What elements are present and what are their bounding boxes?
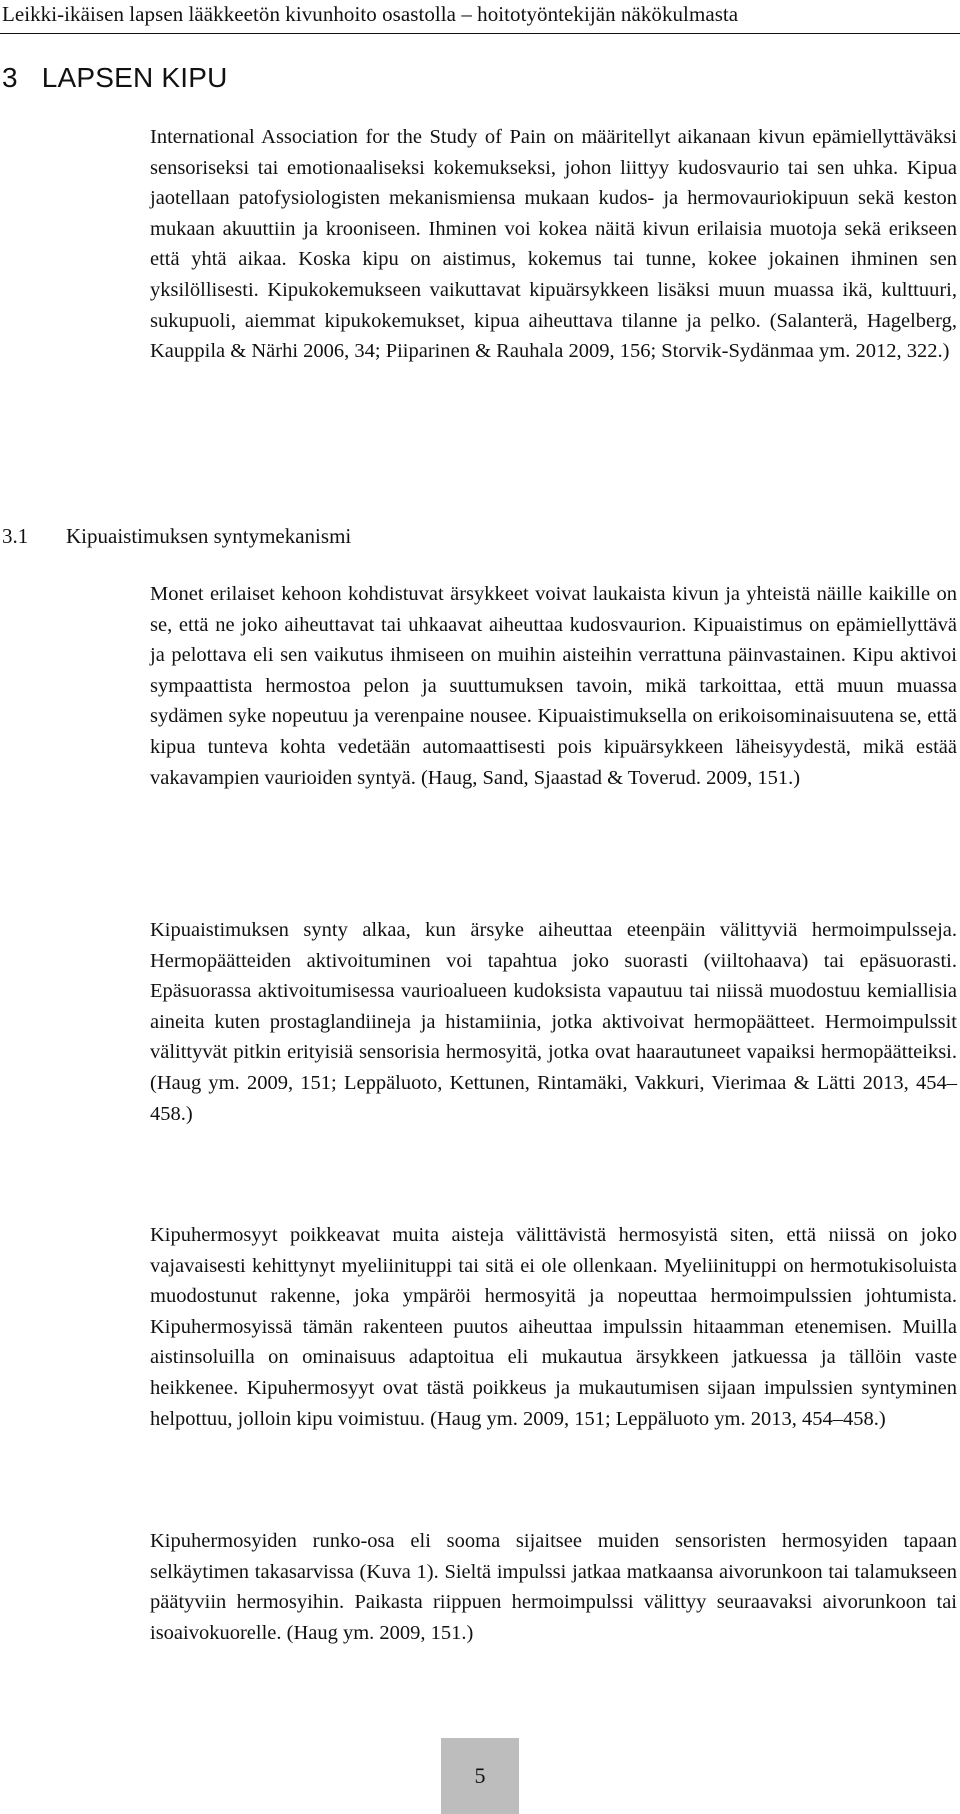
body-paragraph: Monet erilaiset kehoon kohdistuvat ärsykkeet voivat laukaista kivun ja yhteistä näille kaikille on se, että ne joko aiheuttavat tai uhkaavat aiheuttaa kudosvaurion. Kipuaistimus on epämiellyttävä ja pelottava eli sen vaikutus ihmiseen on muihin aisteihin verrattuna päinvastainen. Kipu aktivoi sympaattista hermostoa pelon ja suuttumuksen tavoin, mikä tarkoittaa, että muun muassa sydämen syke nopeutuu ja verenpaine nousee. Kipuaistimuksella on erikoisominaisuutena se, että kipua tunteva kohta vedetään automaattisesti pois kipuärsykkeen läheisyydestä, mikä estää vakavampien vaurioiden syntyä. (Haug, Sand, Sjaastad & Toverud. 2009, 151.) bbox=[150, 583, 957, 789]
body-paragraph: Kipuaistimuksen synty alkaa, kun ärsyke aiheuttaa eteenpäin välittyviä hermoimpulsseja. Hermopäätteiden aktivoituminen voi tapahtua joko suorasti (viiltohaava) tai epäsuorasti. Epäsuorassa aktivoitumisessa vaurioalueen kudoksista vapautuu tai niissä muodostuu kemiallisia aineita kuten prostaglandiineja ja histamiinia, jotka aktivoivat hermopäätteet. Hermoimpulssit välittyvät pitkin erityisiä sensorisia hermosyitä, jotka ovat haarautuneet vapaiksi hermopäätteiksi. (Haug ym. 2009, 151; Leppäluoto, Kettunen, Rintamäki, Vakkuri, Vierimaa & Lätti 2013, 454–458.) bbox=[150, 919, 957, 1125]
running-header: Leikki-ikäisen lapsen lääkkeetön kivunhoito osastolla – hoitotyöntekijän näkökulmasta bbox=[0, 0, 960, 34]
section-title-text: Kipuaistimuksen syntymekanismi bbox=[66, 524, 352, 548]
section-title bbox=[2, 522, 351, 550]
chapter-title bbox=[2, 61, 228, 95]
section-number: 3.1 bbox=[2, 524, 29, 548]
chapter-title-text: LAPSEN KIPU bbox=[41, 62, 228, 93]
body-paragraph: Kipuhermosyiden runko-osa eli sooma sijaitsee muiden sensoristen hermosyiden tapaan selkäytimen takasarvissa (Kuva 1). Sieltä impulssi jatkaa matkaansa aivorunkoon tai talamukseen päätyviin hermosyihin. Paikasta riippuen hermoimpulssi välittyy seuraavaksi aivorunkoon tai isoaivokuorelle. (Haug ym. 2009, 151.) bbox=[150, 1530, 957, 1644]
page-number: 5 bbox=[441, 1738, 519, 1814]
chapter-number: 3 bbox=[2, 62, 18, 93]
body-paragraph: Kipuhermosyyt poikkeavat muita aisteja välittävistä hermosyistä siten, että niissä on joko vajavaisesti kehittynyt myeliinituppi tai sitä ei ole ollenkaan. Myeliinituppi on hermotukisoluista muodostunut rakenne, joka ympäröi hermosyitä ja nopeuttaa hermoimpulssien johtumista. Kipuhermosyissä tämän rakenteen puutos aiheuttaa impulssin hitaamman etenemisen. Muilla aistinsoluilla on ominaisuus adaptoitua eli mukautua ärsykkeen jatkuessa ja tällöin vaste heikkenee. Kipuhermosyyt ovat tästä poikkeus ja mukautumisen sijaan impulssien syntyminen helpottuu, jolloin kipu voimistuu. (Haug ym. 2009, 151; Leppäluoto ym. 2013, 454–458.) bbox=[150, 1224, 957, 1430]
body-paragraph: International Association for the Study of Pain on määritellyt aikanaan kivun epämiellyttäväksi sensoriseksi tai emotionaaliseksi kokemukseksi, johon liittyy kudosvaurio tai sen uhka. Kipua jaotellaan patofysiologisten mekanismiensa mukaan kudos- ja hermovauriokipuun sekä keston mukaan akuuttiin ja krooniseen. Ihminen voi kokea näitä kivun erilaisia muotoja sekä erikseen että yhtä aikaa. Koska kipu on aistimus, kokemus tai tunne, kokee jokainen ihminen sen yksilöllisesti. Kipukokemukseen vaikuttavat kipuärsykkeen lisäksi muun muassa ikä, kulttuuri, sukupuoli, aiemmat kipukokemukset, kipua aiheuttava tilanne ja pelko. (Salanterä, Hagelberg, Kauppila & Närhi 2006, 34; Piiparinen & Rauhala 2009, 156; Storvik-Sydänmaa ym. 2012, 322.) bbox=[150, 126, 957, 363]
